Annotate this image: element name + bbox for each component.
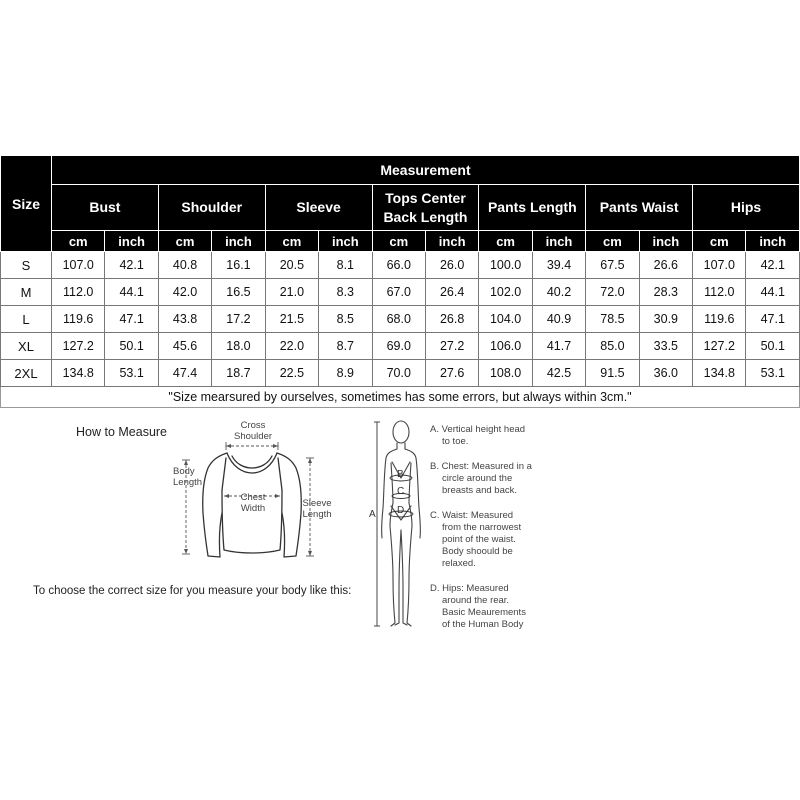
unit-inch: inch: [425, 231, 478, 252]
unit-inch: inch: [212, 231, 265, 252]
column-header: Pants Waist: [586, 185, 693, 231]
legend-b: B. Chest: Measured in a circle around the breasts and back.: [430, 461, 532, 496]
sleeve-length-label: Sleeve Length: [302, 498, 332, 520]
table-row: [1, 279, 800, 306]
size-cell: M: [1, 279, 52, 306]
unit-inch: inch: [105, 231, 158, 252]
value-cell: 8.7: [319, 333, 372, 360]
value-cell: 107.0: [693, 252, 746, 279]
value-cell: 66.0: [372, 252, 425, 279]
unit-cm: cm: [158, 231, 211, 252]
column-header: Pants Length: [479, 185, 586, 231]
value-cell: 17.2: [212, 306, 265, 333]
unit-cm: cm: [265, 231, 318, 252]
value-cell: 50.1: [105, 333, 158, 360]
value-cell: 102.0: [479, 279, 532, 306]
value-cell: 22.5: [265, 360, 318, 387]
value-cell: 69.0: [372, 333, 425, 360]
body-figure: [365, 418, 430, 633]
value-cell: 39.4: [532, 252, 585, 279]
measurement-header: Measurement: [52, 156, 800, 185]
value-cell: 33.5: [639, 333, 692, 360]
value-cell: 42.1: [746, 252, 800, 279]
size-cell: L: [1, 306, 52, 333]
value-cell: 42.0: [158, 279, 211, 306]
value-cell: 26.6: [639, 252, 692, 279]
column-header: Bust: [52, 185, 159, 231]
value-cell: 8.5: [319, 306, 372, 333]
value-cell: 40.9: [532, 306, 585, 333]
value-cell: 53.1: [105, 360, 158, 387]
value-cell: 41.7: [532, 333, 585, 360]
value-cell: 43.8: [158, 306, 211, 333]
figure-label-b: B: [397, 469, 404, 480]
value-cell: 127.2: [52, 333, 105, 360]
size-cell: S: [1, 252, 52, 279]
unit-cm: cm: [52, 231, 105, 252]
column-header: Shoulder: [158, 185, 265, 231]
figure-label-a: A: [369, 509, 376, 520]
figure-label-c: C: [397, 486, 405, 497]
value-cell: 108.0: [479, 360, 532, 387]
column-header: Sleeve: [265, 185, 372, 231]
value-cell: 22.0: [265, 333, 318, 360]
value-cell: 44.1: [746, 279, 800, 306]
value-cell: 100.0: [479, 252, 532, 279]
value-cell: 53.1: [746, 360, 800, 387]
size-note: "Size mearsured by ourselves, sometimes has some errors, but always within 3cm.": [1, 387, 800, 408]
instruction-text: To choose the correct size for you measure your body like this:: [33, 585, 352, 597]
value-cell: 16.1: [212, 252, 265, 279]
value-cell: 28.3: [639, 279, 692, 306]
value-cell: 20.5: [265, 252, 318, 279]
value-cell: 26.8: [425, 306, 478, 333]
unit-cm: cm: [586, 231, 639, 252]
value-cell: 18.7: [212, 360, 265, 387]
cross-shoulder-label: Cross Shoulder: [233, 420, 273, 442]
value-cell: 42.5: [532, 360, 585, 387]
value-cell: 112.0: [693, 279, 746, 306]
how-to-measure-title: How to Measure: [76, 425, 168, 439]
value-cell: 18.0: [212, 333, 265, 360]
value-cell: 42.1: [105, 252, 158, 279]
value-cell: 67.5: [586, 252, 639, 279]
figure-label-d: D: [397, 505, 405, 516]
value-cell: 44.1: [105, 279, 158, 306]
value-cell: 47.1: [105, 306, 158, 333]
value-cell: 78.5: [586, 306, 639, 333]
value-cell: 47.1: [746, 306, 800, 333]
value-cell: 16.5: [212, 279, 265, 306]
value-cell: 134.8: [52, 360, 105, 387]
column-header: Hips: [693, 185, 800, 231]
size-header: Size: [1, 156, 52, 252]
value-cell: 70.0: [372, 360, 425, 387]
chest-width-label: Chest Width: [240, 492, 266, 514]
table-row: [1, 360, 800, 387]
table-row: [1, 333, 800, 360]
value-cell: 26.0: [425, 252, 478, 279]
size-chart-table: [0, 155, 800, 408]
value-cell: 26.4: [425, 279, 478, 306]
value-cell: 36.0: [639, 360, 692, 387]
size-cell: XL: [1, 333, 52, 360]
value-cell: 45.6: [158, 333, 211, 360]
value-cell: 8.9: [319, 360, 372, 387]
value-cell: 21.5: [265, 306, 318, 333]
value-cell: 27.6: [425, 360, 478, 387]
value-cell: 50.1: [746, 333, 800, 360]
unit-cm: cm: [479, 231, 532, 252]
value-cell: 119.6: [52, 306, 105, 333]
value-cell: 67.0: [372, 279, 425, 306]
size-cell: 2XL: [1, 360, 52, 387]
legend-c: C. Waist: Measured from the narrowest point of the waist. Body shoould be relaxed.: [430, 510, 522, 569]
value-cell: 107.0: [52, 252, 105, 279]
unit-inch: inch: [639, 231, 692, 252]
legend-a: A. Vertical height head to toe.: [430, 424, 526, 447]
value-cell: 40.2: [532, 279, 585, 306]
value-cell: 8.1: [319, 252, 372, 279]
value-cell: 27.2: [425, 333, 478, 360]
unit-inch: inch: [746, 231, 800, 252]
value-cell: 127.2: [693, 333, 746, 360]
value-cell: 40.8: [158, 252, 211, 279]
unit-cm: cm: [372, 231, 425, 252]
value-cell: 21.0: [265, 279, 318, 306]
value-cell: 85.0: [586, 333, 639, 360]
value-cell: 68.0: [372, 306, 425, 333]
unit-inch: inch: [319, 231, 372, 252]
table-row: [1, 252, 800, 279]
value-cell: 112.0: [52, 279, 105, 306]
value-cell: 91.5: [586, 360, 639, 387]
value-cell: 134.8: [693, 360, 746, 387]
value-cell: 72.0: [586, 279, 639, 306]
unit-cm: cm: [693, 231, 746, 252]
value-cell: 106.0: [479, 333, 532, 360]
value-cell: 30.9: [639, 306, 692, 333]
value-cell: 104.0: [479, 306, 532, 333]
value-cell: 47.4: [158, 360, 211, 387]
column-header: Tops Center Back Length: [372, 185, 479, 231]
legend-d: D. Hips: Measured around the rear. Basic Meaurements of the Human Body: [430, 583, 526, 630]
value-cell: 8.3: [319, 279, 372, 306]
table-row: [1, 306, 800, 333]
value-cell: 119.6: [693, 306, 746, 333]
unit-inch: inch: [532, 231, 585, 252]
body-length-label: Body Length: [173, 466, 203, 488]
